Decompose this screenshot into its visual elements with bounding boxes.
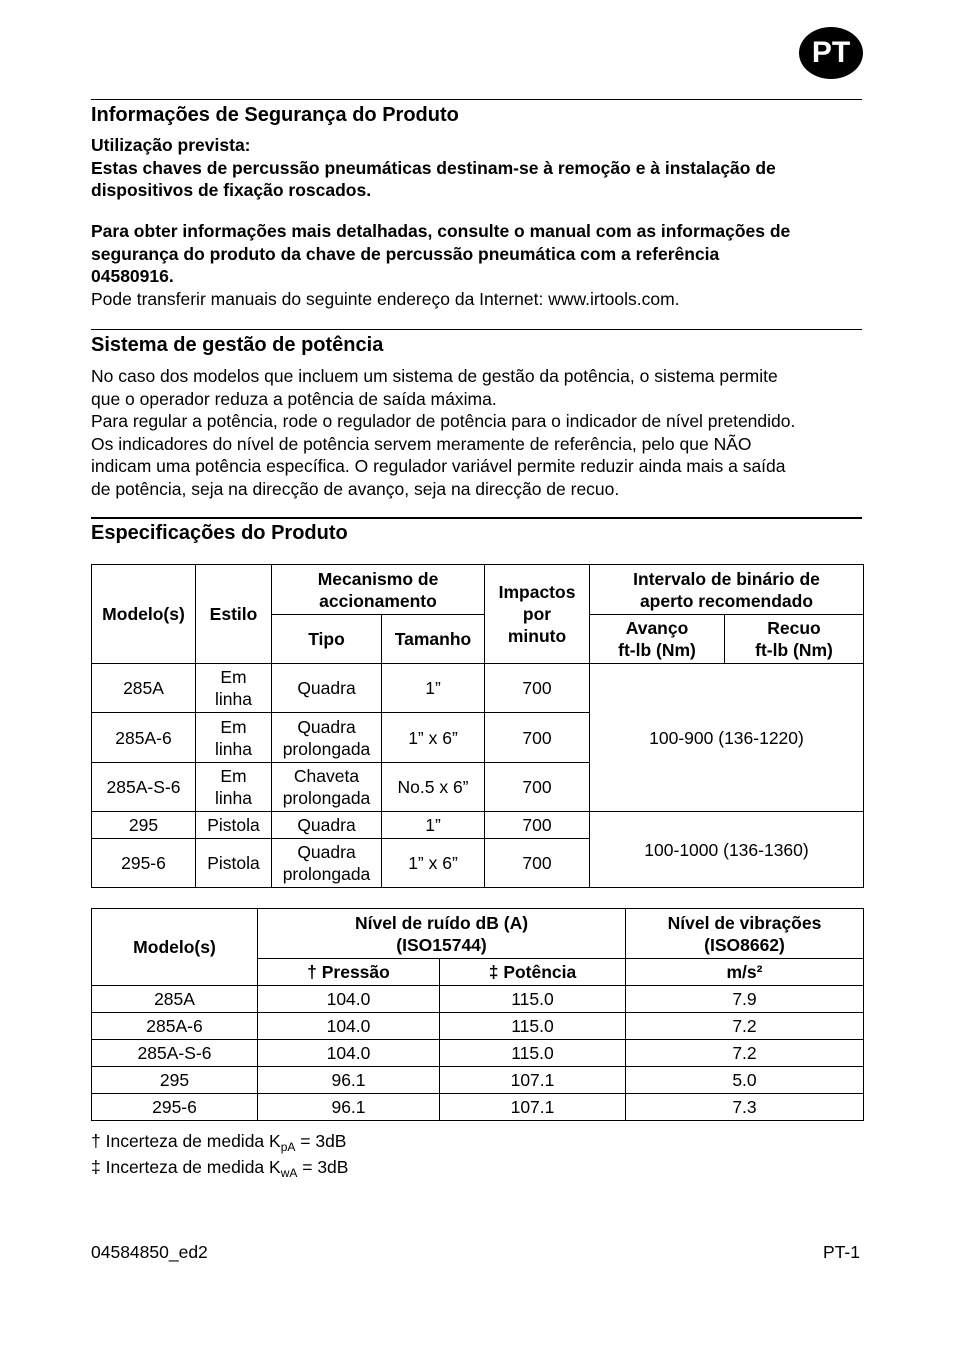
header-unit: m/s² bbox=[626, 959, 864, 986]
text-line: indicam uma potência específica. O regulador variável permite reduzir ainda mais a saída bbox=[91, 456, 786, 476]
cell-type: Quadra bbox=[272, 812, 382, 839]
header-reverse: Recuo ft-lb (Nm) bbox=[725, 615, 864, 664]
specs-heading: Especificações do Produto bbox=[91, 522, 348, 544]
header-model: Modelo(s) bbox=[92, 565, 196, 664]
text-line: Para obter informações mais detalhadas, consulte o manual com as informações de bbox=[91, 221, 791, 241]
footnote-pressure: † Incerteza de medida $K_{pA} = 3dB$ bbox=[91, 1131, 347, 1154]
safety-info-text bbox=[91, 220, 871, 288]
cell-style: Em linha bbox=[196, 763, 272, 812]
table-row bbox=[92, 1067, 864, 1094]
table-row bbox=[92, 986, 864, 1013]
table-row bbox=[92, 1040, 864, 1067]
header-size: Tamanho bbox=[382, 615, 485, 664]
cell-power: 107.1 bbox=[440, 1094, 626, 1121]
text-line: Os indicadores do nível de potência servem meramente de referência, pelo que NÃO bbox=[91, 433, 752, 454]
text-line: que o operador reduza a potência de saída máxima. bbox=[91, 388, 497, 409]
cell-size: 1” x 6” bbox=[382, 839, 485, 888]
cell-impacts: 700 bbox=[485, 839, 590, 888]
cell-pressure: 104.0 bbox=[258, 1040, 440, 1067]
table-row bbox=[92, 812, 864, 839]
power-text bbox=[91, 365, 871, 500]
cell-impacts: 700 bbox=[485, 713, 590, 763]
cell-style: Pistola bbox=[196, 812, 272, 839]
cell-type: Quadra prolongada bbox=[272, 713, 382, 763]
cell-style: Em linha bbox=[196, 664, 272, 713]
header-power: ‡ Potência bbox=[440, 959, 626, 986]
cell-size: No.5 x 6” bbox=[382, 763, 485, 812]
cell-pressure: 96.1 bbox=[258, 1094, 440, 1121]
header-style: Estilo bbox=[196, 565, 272, 664]
section-divider bbox=[91, 329, 862, 330]
header-forward: Avanço ft-lb (Nm) bbox=[590, 615, 725, 664]
cell-model: 285A bbox=[92, 664, 196, 713]
table-row bbox=[92, 1094, 864, 1121]
header-torque: Intervalo de binário de aperto recomendado bbox=[590, 565, 864, 615]
text-line: Estas chaves de percussão pneumáticas destinam-se à remoção e à instalação de bbox=[91, 157, 776, 178]
header-type: Tipo bbox=[272, 615, 382, 664]
power-heading: Sistema de gestão de potência bbox=[91, 334, 384, 356]
cell-model: 285A-S-6 bbox=[92, 1040, 258, 1067]
cell-model: 285A-S-6 bbox=[92, 763, 196, 812]
cell-vibration: 5.0 bbox=[626, 1067, 864, 1094]
cell-style: Pistola bbox=[196, 839, 272, 888]
cell-pressure: 104.0 bbox=[258, 986, 440, 1013]
cell-pressure: 96.1 bbox=[258, 1067, 440, 1094]
section-divider bbox=[91, 99, 862, 100]
specifications-table bbox=[91, 564, 864, 888]
page-number: PT-1 bbox=[823, 1242, 860, 1262]
table-row bbox=[92, 664, 864, 713]
cell-model: 295 bbox=[92, 812, 196, 839]
text-line: Pode transferir manuais do seguinte endereço da Internet: www.irtools.com. bbox=[91, 289, 680, 309]
section-divider bbox=[91, 517, 862, 519]
download-text bbox=[91, 288, 871, 311]
cell-style: Em linha bbox=[196, 713, 272, 763]
cell-impacts: 700 bbox=[485, 763, 590, 812]
cell-size: 1” x 6” bbox=[382, 713, 485, 763]
cell-impacts: 700 bbox=[485, 664, 590, 713]
cell-power: 115.0 bbox=[440, 986, 626, 1013]
safety-heading: Informações de Segurança do Produto bbox=[91, 104, 459, 126]
cell-torque: 100-1000 (136-1360) bbox=[590, 812, 864, 888]
header-impacts: Impactos por minuto bbox=[485, 565, 590, 664]
text-line: Para regular a potência, rode o regulador de potência para o indicador de nível pretendido. bbox=[91, 411, 796, 431]
cell-model: 285A-6 bbox=[92, 1013, 258, 1040]
cell-torque: 100-900 (136-1220) bbox=[590, 664, 864, 812]
header-noise: Nível de ruído dB (A) (ISO15744) bbox=[258, 909, 626, 959]
table-row bbox=[92, 1013, 864, 1040]
header-model: Modelo(s) bbox=[92, 909, 258, 986]
cell-power: 107.1 bbox=[440, 1067, 626, 1094]
cell-vibration: 7.2 bbox=[626, 1040, 864, 1067]
document-number: 04584850_ed2 bbox=[91, 1242, 208, 1262]
cell-model: 285A bbox=[92, 986, 258, 1013]
cell-impacts: 700 bbox=[485, 812, 590, 839]
text-line: dispositivos de fixação roscados. bbox=[91, 180, 372, 200]
text-line: Utilização prevista: bbox=[91, 135, 251, 155]
cell-vibration: 7.9 bbox=[626, 986, 864, 1013]
footnote-power: ‡ Incerteza de medida $K_{wA} = 3dB$ bbox=[91, 1157, 349, 1180]
cell-model: 295 bbox=[92, 1067, 258, 1094]
language-badge: PT bbox=[799, 27, 863, 79]
cell-pressure: 104.0 bbox=[258, 1013, 440, 1040]
header-drive: Mecanismo de accionamento bbox=[272, 565, 485, 615]
intended-use-text bbox=[91, 134, 871, 202]
cell-size: 1” bbox=[382, 812, 485, 839]
cell-type: Chaveta prolongada bbox=[272, 763, 382, 812]
text-line: 04580916. bbox=[91, 266, 174, 286]
cell-model: 295-6 bbox=[92, 839, 196, 888]
header-pressure: † Pressão bbox=[258, 959, 440, 986]
cell-model: 285A-6 bbox=[92, 713, 196, 763]
noise-vibration-table bbox=[91, 908, 864, 1121]
cell-model: 295-6 bbox=[92, 1094, 258, 1121]
cell-size: 1” bbox=[382, 664, 485, 713]
cell-vibration: 7.2 bbox=[626, 1013, 864, 1040]
cell-vibration: 7.3 bbox=[626, 1094, 864, 1121]
cell-power: 115.0 bbox=[440, 1040, 626, 1067]
text-line: No caso dos modelos que incluem um sistema de gestão da potência, o sistema permite bbox=[91, 366, 778, 386]
header-vibration: Nível de vibrações (ISO8662) bbox=[626, 909, 864, 959]
text-line: segurança do produto da chave de percussão pneumática com a referência bbox=[91, 243, 720, 264]
cell-type: Quadra bbox=[272, 664, 382, 713]
cell-power: 115.0 bbox=[440, 1013, 626, 1040]
text-line: de potência, seja na direcção de avanço, seja na direcção de recuo. bbox=[91, 478, 620, 499]
cell-type: Quadra prolongada bbox=[272, 839, 382, 888]
